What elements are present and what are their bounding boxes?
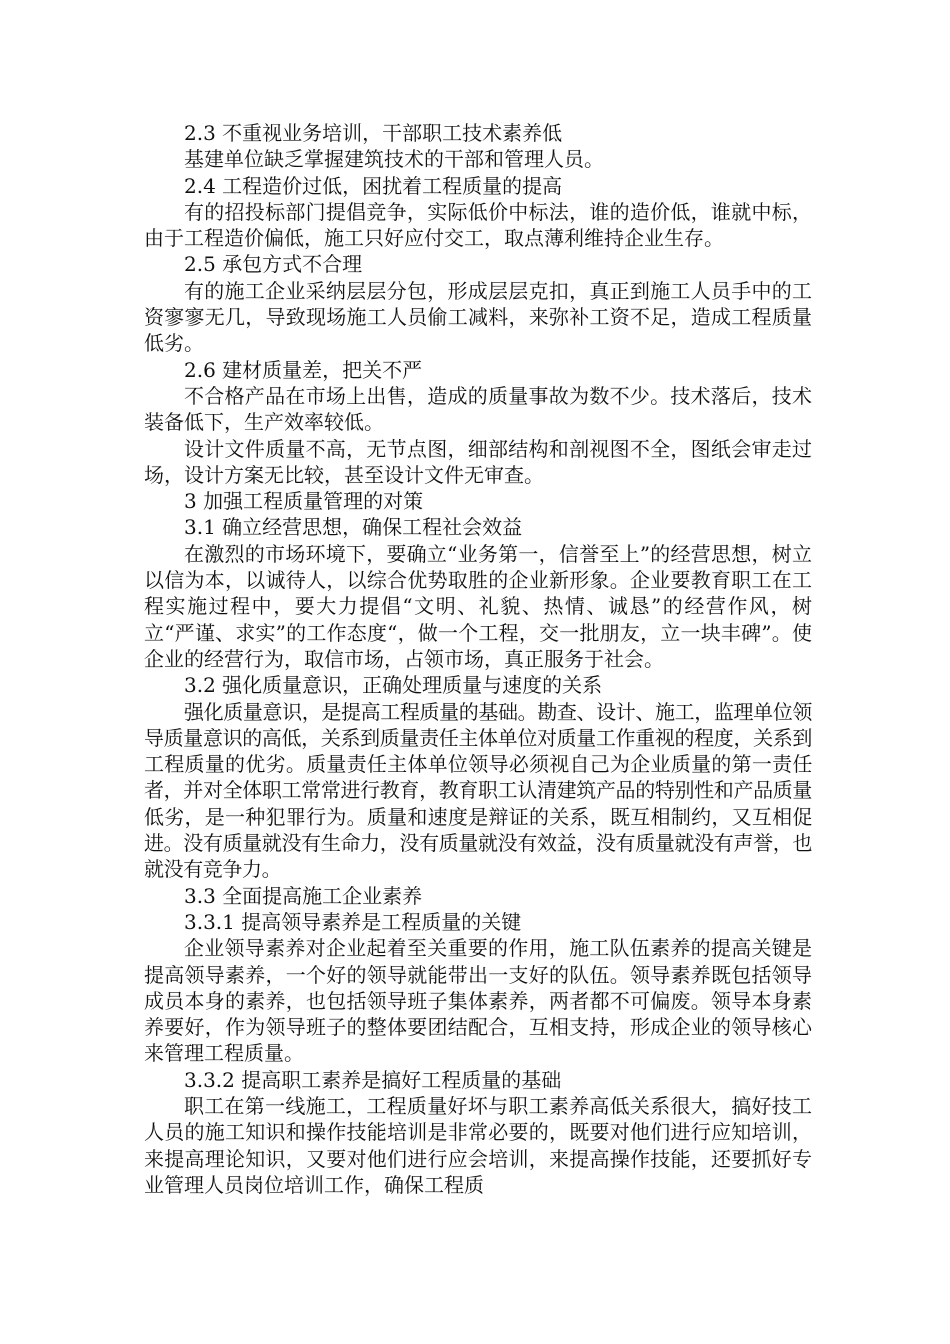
heading-3-2: 3.2 强化质量意识，正确处理质量与速度的关系 bbox=[184, 673, 603, 698]
paragraph: 在激烈的市场环境下，要确立“业务第一，信誉至上”的经营思想，树立以信为本，以诚待人，以综合优势取胜的企业新形象。企业要教育职工在工程实施过程中，要大力提倡“文明、礼貌、热情、诚恳”的经营作风，树立“严谨、求实”的工作态度“，做一个工程，交一批朋友，立一块丰碑”。使企业的经营行为，取信市场，占领市场，真正服务于社会。 bbox=[144, 541, 812, 671]
heading-3-1: 3.1 确立经营思想，确保工程社会效益 bbox=[184, 515, 523, 540]
paragraph: 企业领导素养对企业起着至关重要的作用，施工队伍素养的提高关键是提高领导素养，一个好的领导就能带出一支好的队伍。领导素养既包括领导成员本身的素养，也包括领导班子集体素养，两者都不可偏废。领导本身素养要好，作为领导班子的整体要团结配合，互相支持，形成企业的领导核心来管理工程质量。 bbox=[144, 936, 812, 1066]
heading-3: 3 加强工程质量管理的对策 bbox=[184, 489, 424, 514]
paragraph: 不合格产品在市场上出售，造成的质量事故为数不少。技术落后，技术装备低下，生产效率较低。 bbox=[144, 383, 812, 435]
heading-2-5: 2.5 承包方式不合理 bbox=[184, 252, 363, 277]
paragraph: 有的施工企业采纳层层分包，形成层层克扣，真正到施工人员手中的工资寥寥无几，导致现场施工人员偷工减料，来弥补工资不足，造成工程质量低劣。 bbox=[144, 278, 812, 356]
document-body bbox=[144, 120, 812, 1198]
heading-2-4: 2.4 工程造价过低，困扰着工程质量的提高 bbox=[184, 173, 563, 198]
heading-2-6: 2.6 建材质量差，把关不严 bbox=[184, 357, 423, 382]
paragraph: 基建单位缺乏掌握建筑技术的干部和管理人员。 bbox=[184, 147, 604, 172]
heading-3-3: 3.3 全面提高施工企业素养 bbox=[184, 883, 423, 908]
heading-2-3: 2.3 不重视业务培训，干部职工技术素养低 bbox=[184, 121, 563, 145]
paragraph: 有的招投标部门提倡竞争，实际低价中标法，谁的造价低，谁就中标，由于工程造价偏低，施工只好应付交工，取点薄利维持企业生存。 bbox=[144, 199, 812, 251]
paragraph: 职工在第一线施工，工程质量好坏与职工素养高低关系很大，搞好技工人员的施工知识和操作技能培训是非常必要的，既要对他们进行应知培训，来提高理论知识，又要对他们进行应会培训，来提高操作技能，还要抓好专业管理人员岗位培训工作，确保工程质 bbox=[144, 1093, 812, 1197]
heading-3-3-2: 3.3.2 提高职工素养是搞好工程质量的基础 bbox=[184, 1067, 562, 1092]
paragraph: 强化质量意识，是提高工程质量的基础。勘查、设计、施工，监理单位领导质量意识的高低，关系到质量责任主体单位对质量工作重视的程度，关系到工程质量的优劣。质量责任主体单位领导必须视自己为企业质量的第一责任者，并对全体职工常常进行教育，教育职工认清建筑产品的特别性和产品质量低劣，是一种犯罪行为。质量和速度是辩证的关系，既互相制约，又互相促进。没有质量就没有生命力，没有质量就没有效益，没有质量就没有声誉，也就没有竞争力。 bbox=[144, 699, 812, 882]
paragraph: 设计文件质量不高，无节点图，细部结构和剖视图不全，图纸会审走过场，设计方案无比较，甚至设计文件无审查。 bbox=[144, 436, 812, 487]
heading-3-3-1: 3.3.1 提高领导素养是工程质量的关键 bbox=[184, 909, 522, 934]
